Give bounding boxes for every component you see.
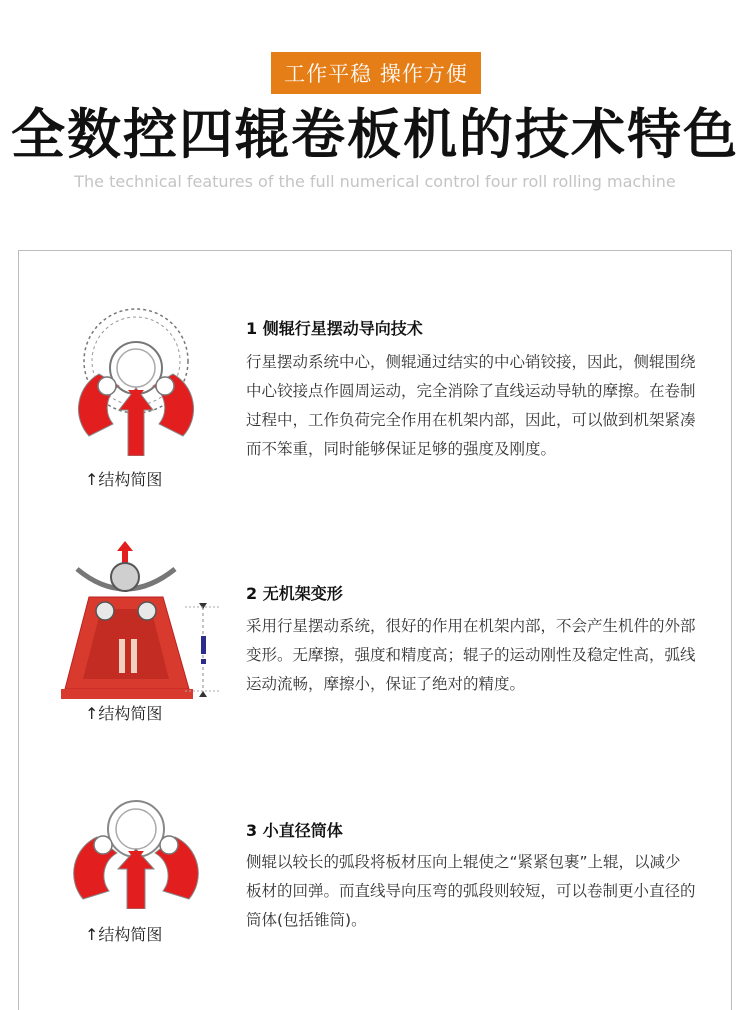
feature-title-1: 1 侧辊行星摆动导向技术	[246, 319, 423, 338]
figure-caption-2: ↑结构简图	[85, 704, 163, 723]
header-badge: 工作平稳 操作方便	[271, 52, 481, 94]
feature-body-2: 采用行星摆动系统，很好的作用在机架内部，不会产生机件的外部变形。无摩擦，强度和精度高；辊子的运动刚性及稳定性高，弧线运动流畅，摩擦小，保证了绝对的精度。	[246, 617, 696, 693]
feature-body-1: 行星摆动系统中心，侧辊通过结实的中心销铰接，因此，侧辊围绕中心铰接点作圆周运动，完全消除了直线运动导轨的摩擦。在卷制过程中，工作负荷完全作用在机架内部，因此，可以做到机架紧凑而不笨重，同时能够保证足够的强度及刚度。	[246, 353, 696, 458]
page-title: 全数控四辊卷板机的技术特色	[11, 103, 739, 166]
features-panel	[18, 250, 732, 1010]
feature-title-2: 2 无机架变形	[246, 584, 343, 603]
four-roll-diagram-icon	[61, 306, 211, 456]
frame-diagram-2	[59, 539, 219, 699]
small-cylinder-roll-icon	[61, 799, 211, 909]
roll-diagram-1	[61, 306, 211, 456]
figure-caption-1: ↑结构简图	[85, 470, 163, 489]
machine-frame-icon	[59, 539, 219, 699]
roll-diagram-3	[61, 799, 211, 909]
feature-title-3: 3 小直径筒体	[246, 821, 343, 840]
figure-caption-3: ↑结构简图	[85, 925, 163, 944]
feature-body-3: 侧辊以较长的弧段将板材压向上辊使之“紧紧包裹”上辊，以减少板材的回弹。而直线导向压弯的弧段则较短，可以卷制更小直径的筒体(包括锥筒)。	[246, 853, 696, 929]
page-subtitle: The technical features of the full numerical control four roll rolling machine	[74, 172, 676, 191]
